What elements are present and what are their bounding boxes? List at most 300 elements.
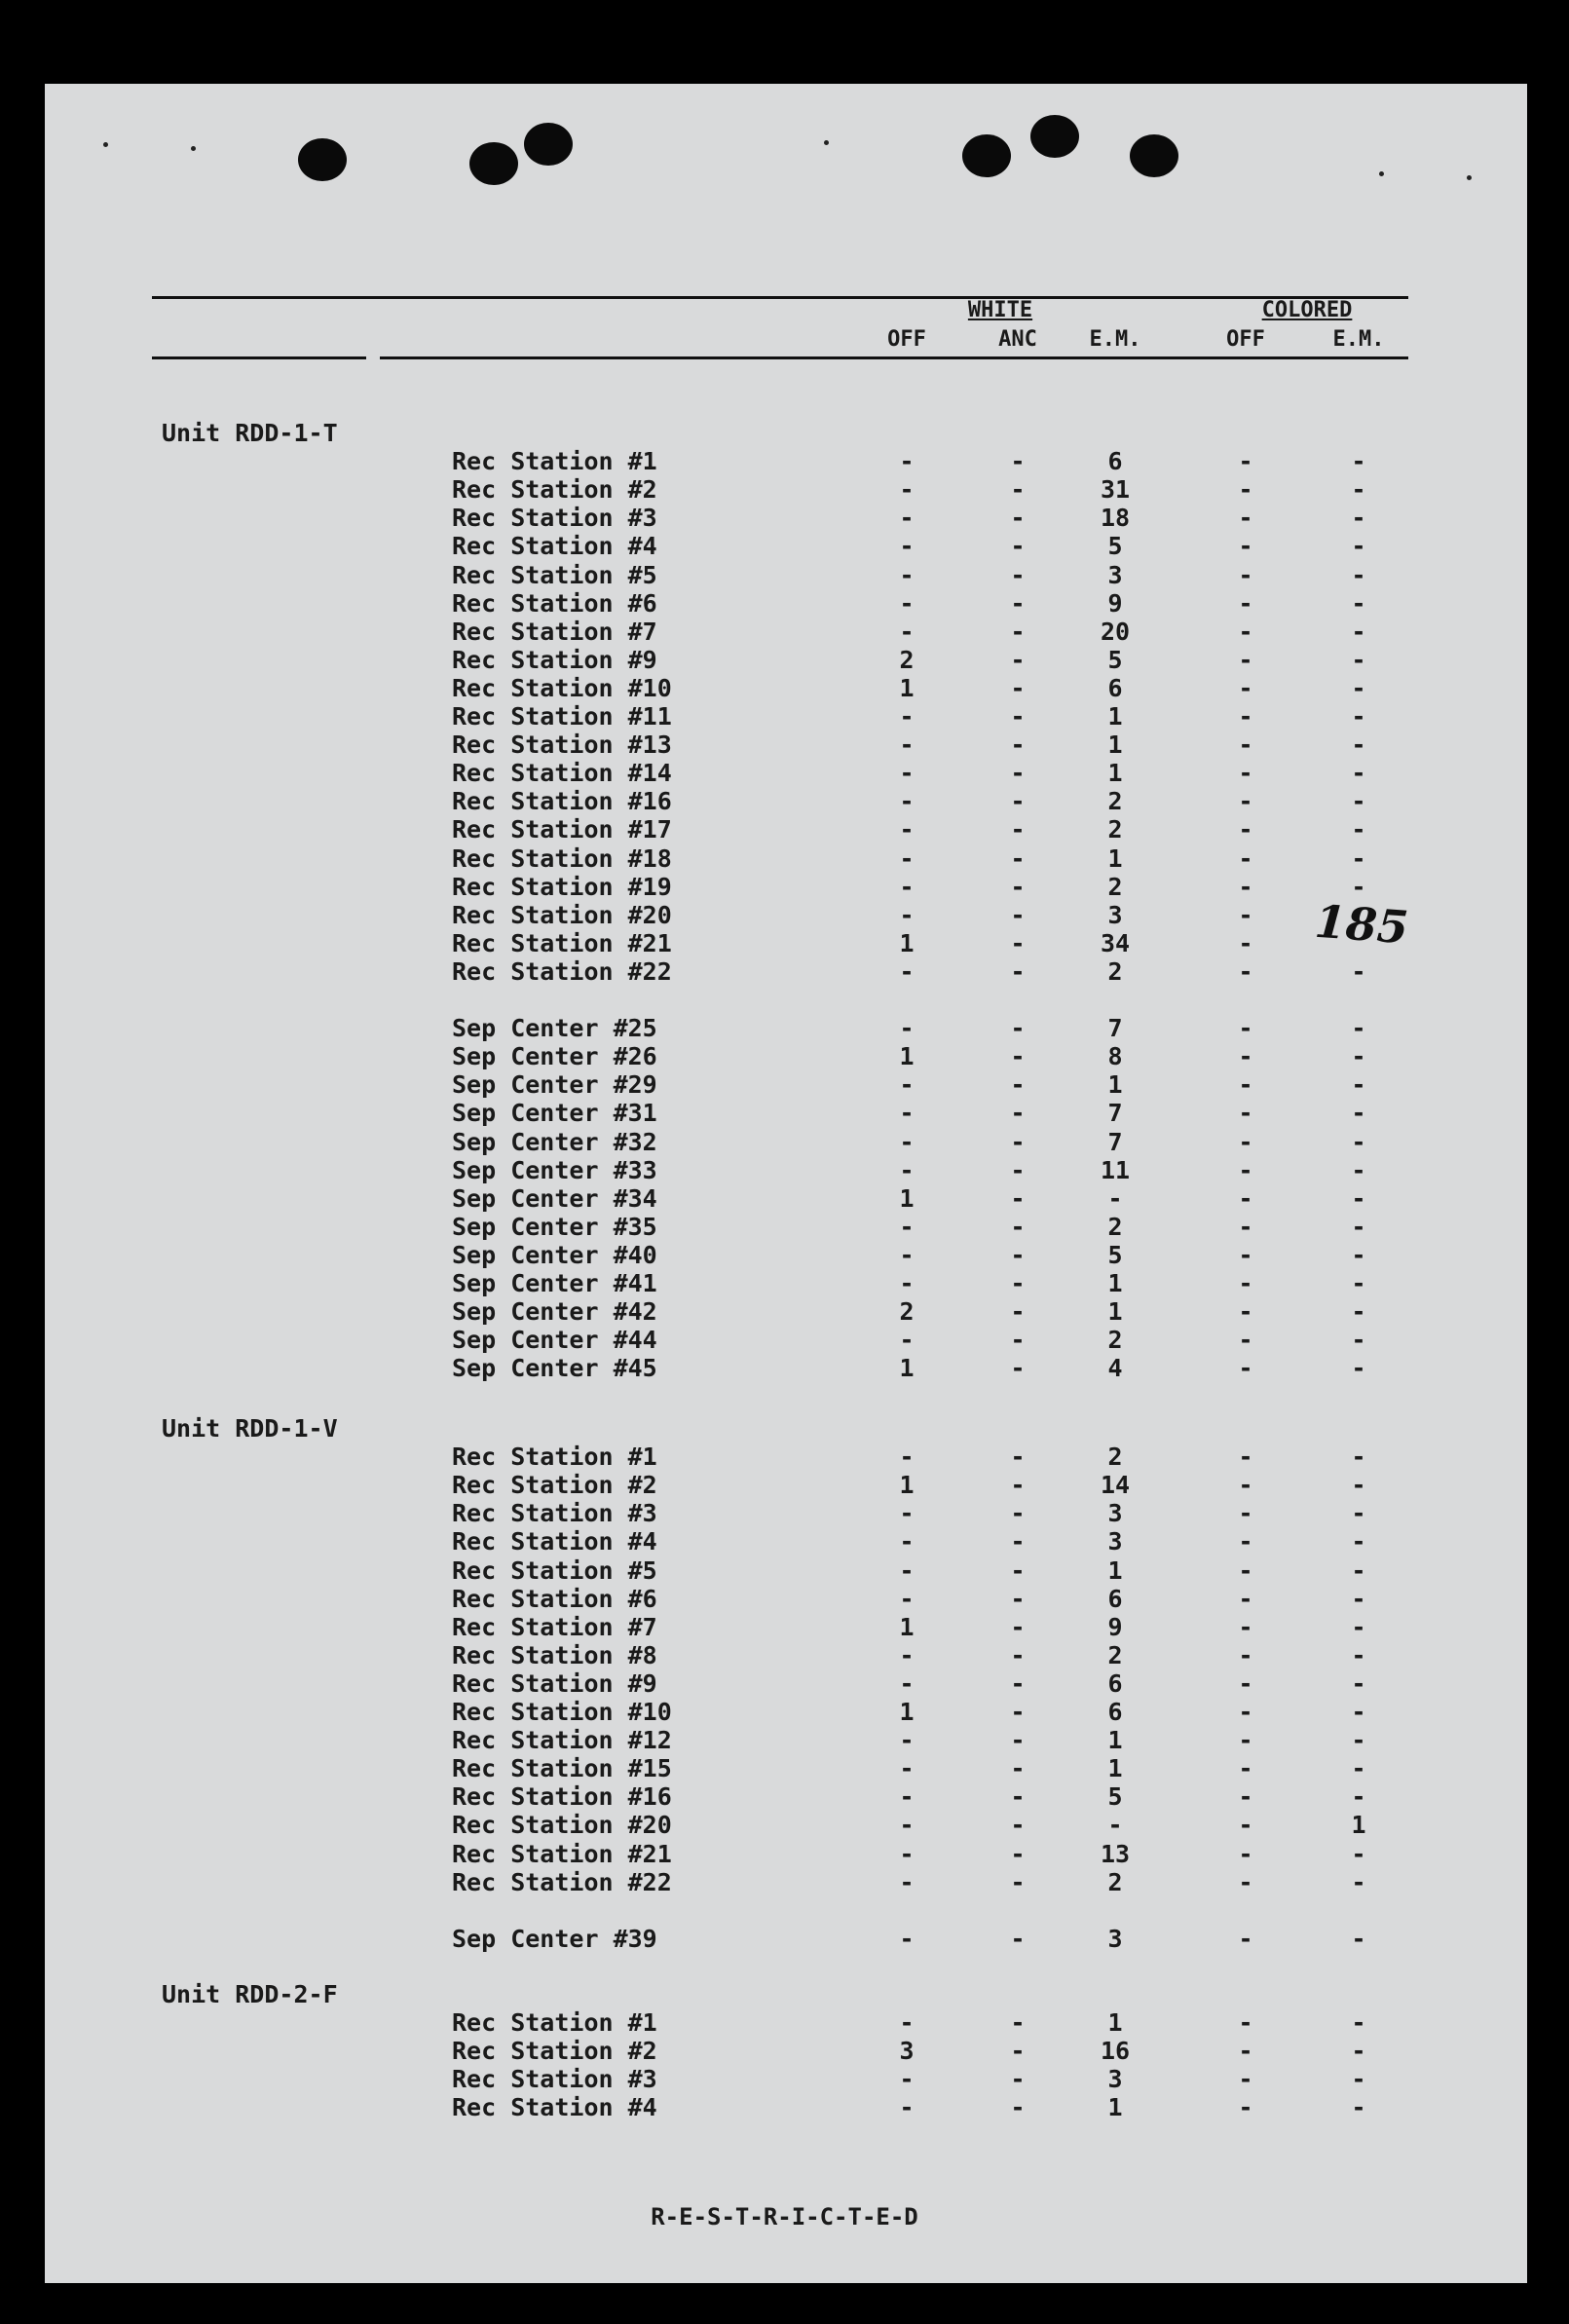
cell-off: 1 bbox=[899, 1471, 915, 1500]
row-label: Sep Center #35 bbox=[452, 1212, 657, 1241]
cell-off: - bbox=[899, 759, 915, 788]
cell-anc: - bbox=[1010, 1612, 1026, 1641]
cell-anc: - bbox=[1010, 872, 1026, 901]
cell-em: 11 bbox=[1100, 1155, 1131, 1184]
cell-anc: - bbox=[1010, 1867, 1026, 1896]
cell-anc: - bbox=[1010, 2037, 1026, 2066]
row-label: Rec Station #6 bbox=[452, 588, 657, 618]
cell-coff: - bbox=[1238, 900, 1253, 929]
cell-anc: - bbox=[1010, 1471, 1026, 1500]
cell-anc: - bbox=[1010, 1726, 1026, 1755]
cell-coff: - bbox=[1238, 928, 1253, 957]
cell-coff: - bbox=[1238, 1754, 1253, 1783]
cell-coff: - bbox=[1238, 1612, 1253, 1641]
cell-anc: - bbox=[1010, 956, 1026, 986]
cell-cem: - bbox=[1351, 1726, 1366, 1755]
cell-off: - bbox=[899, 1014, 915, 1043]
cell-em: 3 bbox=[1107, 1499, 1123, 1528]
cell-cem: - bbox=[1351, 1212, 1366, 1241]
cell-em: 7 bbox=[1107, 1099, 1123, 1128]
row-label: Rec Station #3 bbox=[452, 1499, 657, 1528]
cell-off: - bbox=[899, 956, 915, 986]
cell-off: - bbox=[899, 447, 915, 476]
row-label: Rec Station #18 bbox=[452, 843, 672, 873]
row-label: Rec Station #10 bbox=[452, 1698, 672, 1726]
cell-coff: - bbox=[1238, 588, 1253, 618]
row-label: Sep Center #31 bbox=[452, 1099, 657, 1128]
cell-off: - bbox=[899, 588, 915, 618]
cell-off: 2 bbox=[899, 1297, 915, 1327]
cell-off: 2 bbox=[899, 645, 915, 674]
cell-coff: - bbox=[1238, 1698, 1253, 1726]
binder-hole bbox=[1130, 134, 1178, 177]
binder-hole bbox=[298, 138, 347, 181]
cell-em: 6 bbox=[1107, 1698, 1123, 1726]
cell-em: 2 bbox=[1107, 956, 1123, 986]
cell-cem: - bbox=[1351, 815, 1366, 844]
row-label: Rec Station #20 bbox=[452, 1811, 672, 1840]
cell-cem: - bbox=[1351, 1640, 1366, 1669]
cell-anc: - bbox=[1010, 1099, 1026, 1128]
cell-anc: - bbox=[1010, 1754, 1026, 1783]
cell-anc: - bbox=[1010, 731, 1026, 760]
header-white-off: OFF bbox=[887, 327, 926, 352]
cell-off: - bbox=[899, 900, 915, 929]
cell-anc: - bbox=[1010, 1839, 1026, 1868]
cell-cem: - bbox=[1351, 1014, 1366, 1043]
cell-em: 5 bbox=[1107, 645, 1123, 674]
cell-coff: - bbox=[1238, 2008, 1253, 2038]
cell-off: - bbox=[899, 1556, 915, 1585]
cell-em: 1 bbox=[1107, 1297, 1123, 1327]
cell-em: 20 bbox=[1100, 617, 1131, 646]
cell-em: 8 bbox=[1107, 1042, 1123, 1071]
cell-anc: - bbox=[1010, 504, 1026, 533]
cell-cem: - bbox=[1351, 2093, 1366, 2122]
row-label: Sep Center #25 bbox=[452, 1014, 657, 1043]
cell-off: - bbox=[899, 1326, 915, 1355]
row-label: Rec Station #22 bbox=[452, 1867, 672, 1896]
cell-cem: - bbox=[1351, 702, 1366, 731]
cell-off: - bbox=[899, 1839, 915, 1868]
speck bbox=[1467, 175, 1472, 180]
cell-coff: - bbox=[1238, 1014, 1253, 1043]
cell-cem: - bbox=[1351, 1183, 1366, 1213]
cell-anc: - bbox=[1010, 759, 1026, 788]
cell-em: 1 bbox=[1107, 2008, 1123, 2038]
cell-cem: - bbox=[1351, 843, 1366, 873]
cell-coff: - bbox=[1238, 1811, 1253, 1840]
cell-em: 9 bbox=[1107, 588, 1123, 618]
header-bottom-rule-right bbox=[380, 356, 1408, 359]
cell-anc: - bbox=[1010, 1042, 1026, 1071]
cell-coff: - bbox=[1238, 1326, 1253, 1355]
cell-cem: - bbox=[1351, 1269, 1366, 1297]
row-label: Sep Center #29 bbox=[452, 1070, 657, 1100]
cell-coff: - bbox=[1238, 1099, 1253, 1128]
cell-coff: - bbox=[1238, 1269, 1253, 1297]
cell-off: - bbox=[899, 872, 915, 901]
row-label: Rec Station #8 bbox=[452, 1640, 657, 1669]
cell-anc: - bbox=[1010, 617, 1026, 646]
restricted-footer: R-E-S-T-R-I-C-T-E-D bbox=[651, 2203, 918, 2230]
cell-anc: - bbox=[1010, 1443, 1026, 1472]
cell-coff: - bbox=[1238, 1155, 1253, 1184]
row-label: Rec Station #20 bbox=[452, 900, 672, 929]
cell-em: - bbox=[1107, 1183, 1123, 1213]
row-label: Sep Center #34 bbox=[452, 1183, 657, 1213]
row-label: Rec Station #22 bbox=[452, 956, 672, 986]
row-label: Rec Station #5 bbox=[452, 1556, 657, 1585]
cell-off: - bbox=[899, 1811, 915, 1840]
cell-coff: - bbox=[1238, 645, 1253, 674]
cell-off: - bbox=[899, 504, 915, 533]
cell-coff: - bbox=[1238, 1527, 1253, 1556]
cell-coff: - bbox=[1238, 532, 1253, 561]
cell-coff: - bbox=[1238, 1070, 1253, 1100]
row-label: Sep Center #32 bbox=[452, 1127, 657, 1156]
cell-cem: - bbox=[1351, 787, 1366, 816]
cell-coff: - bbox=[1238, 759, 1253, 788]
cell-coff: - bbox=[1238, 787, 1253, 816]
row-label: Sep Center #33 bbox=[452, 1155, 657, 1184]
cell-off: - bbox=[899, 1212, 915, 1241]
cell-coff: - bbox=[1238, 731, 1253, 760]
cell-off: 1 bbox=[899, 1183, 915, 1213]
cell-em: 1 bbox=[1107, 731, 1123, 760]
cell-coff: - bbox=[1238, 2037, 1253, 2066]
cell-off: - bbox=[899, 1099, 915, 1128]
cell-coff: - bbox=[1238, 956, 1253, 986]
cell-cem: - bbox=[1351, 1556, 1366, 1585]
cell-off: - bbox=[899, 1527, 915, 1556]
cell-em: 2 bbox=[1107, 815, 1123, 844]
header-white: WHITE bbox=[967, 298, 1033, 322]
cell-off: 1 bbox=[899, 928, 915, 957]
cell-em: 6 bbox=[1107, 1584, 1123, 1613]
cell-em: 2 bbox=[1107, 1867, 1123, 1896]
cell-cem: - bbox=[1351, 1297, 1366, 1327]
cell-cem: - bbox=[1351, 645, 1366, 674]
cell-anc: - bbox=[1010, 588, 1026, 618]
cell-cem: - bbox=[1351, 1099, 1366, 1128]
cell-off: - bbox=[899, 787, 915, 816]
cell-em: 5 bbox=[1107, 1240, 1123, 1269]
cell-off: - bbox=[899, 560, 915, 589]
cell-em: 1 bbox=[1107, 1269, 1123, 1297]
cell-em: 1 bbox=[1107, 843, 1123, 873]
cell-em: 3 bbox=[1107, 1527, 1123, 1556]
cell-anc: - bbox=[1010, 447, 1026, 476]
row-label: Rec Station #7 bbox=[452, 617, 657, 646]
cell-cem: - bbox=[1351, 475, 1366, 505]
cell-em: 34 bbox=[1100, 928, 1131, 957]
row-label: Rec Station #4 bbox=[452, 532, 657, 561]
row-label: Sep Center #41 bbox=[452, 1269, 657, 1297]
speck bbox=[824, 140, 829, 145]
cell-coff: - bbox=[1238, 560, 1253, 589]
cell-coff: - bbox=[1238, 1668, 1253, 1698]
row-label: Rec Station #16 bbox=[452, 1782, 672, 1812]
row-label: Rec Station #2 bbox=[452, 1471, 657, 1500]
cell-off: - bbox=[899, 731, 915, 760]
cell-anc: - bbox=[1010, 475, 1026, 505]
cell-coff: - bbox=[1238, 843, 1253, 873]
cell-cem: - bbox=[1351, 1354, 1366, 1383]
cell-anc: - bbox=[1010, 843, 1026, 873]
cell-coff: - bbox=[1238, 1212, 1253, 1241]
cell-coff: - bbox=[1238, 1924, 1253, 1953]
cell-off: 3 bbox=[899, 2037, 915, 2066]
cell-em: 1 bbox=[1107, 1726, 1123, 1755]
cell-anc: - bbox=[1010, 1127, 1026, 1156]
header-bottom-rule-left bbox=[152, 356, 366, 359]
cell-off: - bbox=[899, 475, 915, 505]
cell-off: - bbox=[899, 702, 915, 731]
row-label: Rec Station #19 bbox=[452, 872, 672, 901]
cell-em: 13 bbox=[1100, 1839, 1131, 1868]
cell-em: 6 bbox=[1107, 447, 1123, 476]
cell-cem: - bbox=[1351, 872, 1366, 901]
cell-em: 1 bbox=[1107, 702, 1123, 731]
cell-cem: - bbox=[1351, 2037, 1366, 2066]
binder-hole bbox=[469, 142, 518, 185]
cell-em: 3 bbox=[1107, 1924, 1123, 1953]
cell-anc: - bbox=[1010, 702, 1026, 731]
cell-anc: - bbox=[1010, 1499, 1026, 1528]
cell-cem: - bbox=[1351, 560, 1366, 589]
cell-cem: - bbox=[1351, 1612, 1366, 1641]
cell-cem: - bbox=[1351, 1155, 1366, 1184]
speck bbox=[103, 142, 108, 147]
cell-em: 1 bbox=[1107, 1556, 1123, 1585]
row-label: Rec Station #3 bbox=[452, 2065, 657, 2094]
row-label: Sep Center #39 bbox=[452, 1924, 657, 1953]
cell-em: - bbox=[1107, 1811, 1123, 1840]
cell-cem: - bbox=[1351, 1867, 1366, 1896]
cell-em: 3 bbox=[1107, 560, 1123, 589]
cell-anc: - bbox=[1010, 1326, 1026, 1355]
row-label: Rec Station #1 bbox=[452, 2008, 657, 2038]
row-label: Rec Station #6 bbox=[452, 1584, 657, 1613]
cell-em: 2 bbox=[1107, 1443, 1123, 1472]
header-colored: COLORED bbox=[1261, 298, 1353, 322]
cell-cem: - bbox=[1351, 1443, 1366, 1472]
cell-coff: - bbox=[1238, 1640, 1253, 1669]
cell-off: - bbox=[899, 1726, 915, 1755]
cell-coff: - bbox=[1238, 447, 1253, 476]
cell-off: - bbox=[899, 1754, 915, 1783]
cell-cem: - bbox=[1351, 1471, 1366, 1500]
row-label: Rec Station #9 bbox=[452, 1668, 657, 1698]
cell-cem: - bbox=[1351, 2065, 1366, 2094]
cell-anc: - bbox=[1010, 1782, 1026, 1812]
row-label: Rec Station #21 bbox=[452, 928, 672, 957]
page-number-stamp: 185 bbox=[1313, 894, 1410, 955]
cell-anc: - bbox=[1010, 645, 1026, 674]
cell-off: - bbox=[899, 617, 915, 646]
cell-em: 5 bbox=[1107, 1782, 1123, 1812]
row-label: Rec Station #16 bbox=[452, 787, 672, 816]
cell-coff: - bbox=[1238, 1726, 1253, 1755]
cell-em: 5 bbox=[1107, 532, 1123, 561]
cell-cem: - bbox=[1351, 588, 1366, 618]
cell-anc: - bbox=[1010, 673, 1026, 702]
cell-em: 1 bbox=[1107, 759, 1123, 788]
cell-off: - bbox=[899, 1924, 915, 1953]
cell-anc: - bbox=[1010, 1183, 1026, 1213]
row-label: Rec Station #4 bbox=[452, 1527, 657, 1556]
cell-off: - bbox=[899, 1640, 915, 1669]
cell-off: 1 bbox=[899, 1042, 915, 1071]
cell-cem: - bbox=[1351, 1240, 1366, 1269]
row-label: Sep Center #26 bbox=[452, 1042, 657, 1071]
cell-off: - bbox=[899, 815, 915, 844]
cell-off: 1 bbox=[899, 673, 915, 702]
cell-em: 7 bbox=[1107, 1014, 1123, 1043]
cell-cem: - bbox=[1351, 1924, 1366, 1953]
row-label: Rec Station #9 bbox=[452, 645, 657, 674]
cell-em: 2 bbox=[1107, 1326, 1123, 1355]
row-label: Rec Station #2 bbox=[452, 2037, 657, 2066]
section-title: Unit RDD-1-V bbox=[162, 1414, 338, 1443]
cell-off: - bbox=[899, 1240, 915, 1269]
cell-coff: - bbox=[1238, 617, 1253, 646]
cell-cem: - bbox=[1351, 617, 1366, 646]
cell-off: - bbox=[899, 1499, 915, 1528]
cell-coff: - bbox=[1238, 2065, 1253, 2094]
cell-anc: - bbox=[1010, 1811, 1026, 1840]
cell-em: 9 bbox=[1107, 1612, 1123, 1641]
cell-anc: - bbox=[1010, 1584, 1026, 1613]
cell-off: - bbox=[899, 1269, 915, 1297]
cell-cem: - bbox=[1351, 731, 1366, 760]
cell-cem: - bbox=[1351, 1042, 1366, 1071]
cell-anc: - bbox=[1010, 532, 1026, 561]
cell-off: - bbox=[899, 1070, 915, 1100]
cell-cem: - bbox=[1351, 1499, 1366, 1528]
cell-anc: - bbox=[1010, 2065, 1026, 2094]
cell-anc: - bbox=[1010, 560, 1026, 589]
cell-em: 1 bbox=[1107, 2093, 1123, 2122]
row-label: Sep Center #45 bbox=[452, 1354, 657, 1383]
cell-off: 1 bbox=[899, 1698, 915, 1726]
cell-coff: - bbox=[1238, 872, 1253, 901]
cell-anc: - bbox=[1010, 815, 1026, 844]
cell-cem: - bbox=[1351, 1070, 1366, 1100]
cell-cem: - bbox=[1351, 2008, 1366, 2038]
cell-em: 2 bbox=[1107, 872, 1123, 901]
cell-off: - bbox=[899, 1668, 915, 1698]
row-label: Rec Station #4 bbox=[452, 2093, 657, 2122]
cell-anc: - bbox=[1010, 928, 1026, 957]
cell-anc: - bbox=[1010, 1240, 1026, 1269]
cell-cem: - bbox=[1351, 447, 1366, 476]
cell-coff: - bbox=[1238, 1782, 1253, 1812]
speck bbox=[1379, 171, 1384, 176]
cell-em: 3 bbox=[1107, 900, 1123, 929]
cell-coff: - bbox=[1238, 1867, 1253, 1896]
row-label: Rec Station #5 bbox=[452, 560, 657, 589]
cell-off: - bbox=[899, 1867, 915, 1896]
cell-off: 1 bbox=[899, 1612, 915, 1641]
cell-coff: - bbox=[1238, 2093, 1253, 2122]
cell-cem: - bbox=[1351, 1782, 1366, 1812]
cell-em: 14 bbox=[1100, 1471, 1131, 1500]
cell-anc: - bbox=[1010, 1212, 1026, 1241]
cell-coff: - bbox=[1238, 1839, 1253, 1868]
row-label: Rec Station #13 bbox=[452, 731, 672, 760]
speck bbox=[191, 146, 196, 151]
cell-coff: - bbox=[1238, 702, 1253, 731]
section-title: Unit RDD-2-F bbox=[162, 1980, 338, 2008]
cell-em: 4 bbox=[1107, 1354, 1123, 1383]
header-colored-off: OFF bbox=[1226, 327, 1265, 352]
cell-anc: - bbox=[1010, 1297, 1026, 1327]
cell-cem: - bbox=[1351, 1754, 1366, 1783]
cell-anc: - bbox=[1010, 1556, 1026, 1585]
cell-anc: - bbox=[1010, 2008, 1026, 2038]
cell-cem: - bbox=[1351, 1326, 1366, 1355]
cell-cem: - bbox=[1351, 532, 1366, 561]
cell-anc: - bbox=[1010, 2093, 1026, 2122]
cell-off: - bbox=[899, 1584, 915, 1613]
cell-anc: - bbox=[1010, 1014, 1026, 1043]
row-label: Rec Station #1 bbox=[452, 447, 657, 476]
row-label: Rec Station #17 bbox=[452, 815, 672, 844]
cell-anc: - bbox=[1010, 1269, 1026, 1297]
row-label: Sep Center #40 bbox=[452, 1240, 657, 1269]
cell-cem: - bbox=[1351, 956, 1366, 986]
row-label: Rec Station #12 bbox=[452, 1726, 672, 1755]
cell-em: 7 bbox=[1107, 1127, 1123, 1156]
cell-cem: - bbox=[1351, 1584, 1366, 1613]
cell-off: - bbox=[899, 843, 915, 873]
cell-coff: - bbox=[1238, 1297, 1253, 1327]
cell-em: 16 bbox=[1100, 2037, 1131, 2066]
cell-cem: - bbox=[1351, 1127, 1366, 1156]
cell-off: - bbox=[899, 1782, 915, 1812]
section-title: Unit RDD-1-T bbox=[162, 419, 338, 447]
cell-em: 31 bbox=[1100, 475, 1131, 505]
row-label: Rec Station #10 bbox=[452, 673, 672, 702]
cell-coff: - bbox=[1238, 1127, 1253, 1156]
cell-em: 1 bbox=[1107, 1754, 1123, 1783]
header-white-anc: ANC bbox=[998, 327, 1037, 352]
binder-hole bbox=[1030, 115, 1079, 158]
cell-cem: - bbox=[1351, 1668, 1366, 1698]
cell-coff: - bbox=[1238, 1584, 1253, 1613]
row-label: Rec Station #3 bbox=[452, 504, 657, 533]
cell-coff: - bbox=[1238, 504, 1253, 533]
cell-em: 18 bbox=[1100, 504, 1131, 533]
row-label: Rec Station #14 bbox=[452, 759, 672, 788]
cell-off: - bbox=[899, 2093, 915, 2122]
row-label: Rec Station #15 bbox=[452, 1754, 672, 1783]
binder-hole bbox=[524, 123, 573, 166]
cell-cem: - bbox=[1351, 673, 1366, 702]
cell-em: 1 bbox=[1107, 1070, 1123, 1100]
cell-em: 6 bbox=[1107, 673, 1123, 702]
cell-coff: - bbox=[1238, 673, 1253, 702]
row-label: Rec Station #1 bbox=[452, 1443, 657, 1472]
row-label: Rec Station #7 bbox=[452, 1612, 657, 1641]
cell-cem: - bbox=[1351, 1839, 1366, 1868]
row-label: Rec Station #11 bbox=[452, 702, 672, 731]
cell-em: 3 bbox=[1107, 2065, 1123, 2094]
cell-anc: - bbox=[1010, 1070, 1026, 1100]
row-label: Sep Center #44 bbox=[452, 1326, 657, 1355]
